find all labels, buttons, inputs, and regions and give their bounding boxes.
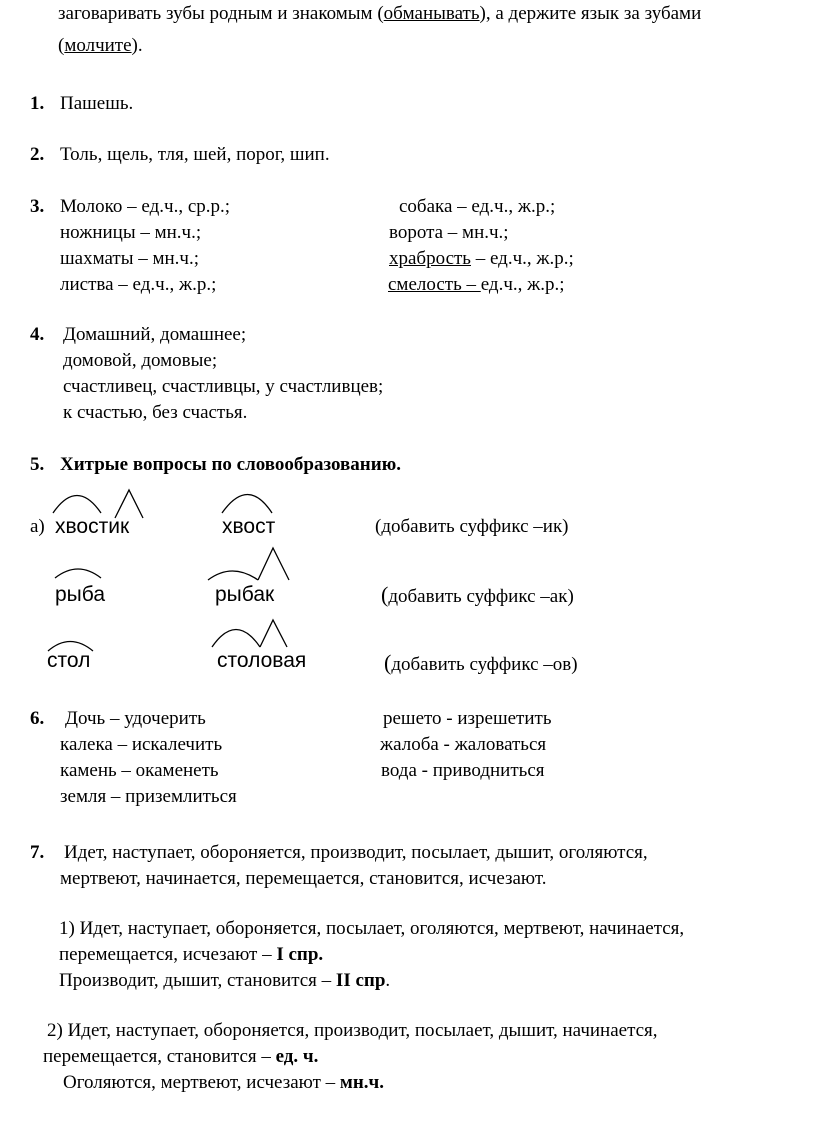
suffix-caret-mark: [258, 548, 289, 580]
item-3-right-1: ворота – мн.ч.;: [389, 222, 509, 243]
item-4-line-0: Домашний, домашнее;: [63, 324, 247, 345]
item-5-title: Хитрые вопросы по словообразованию.: [60, 454, 401, 475]
intro-text: ), а держите язык за зубами: [479, 3, 702, 24]
intro-text: (: [58, 35, 65, 56]
item-6-right-2: вода - приводниться: [381, 760, 545, 781]
root-arc-mark: [48, 642, 93, 652]
item-1-text: Пашешь.: [60, 93, 134, 114]
wf-row-1-word: хвостик: [55, 515, 130, 538]
item-6-left-3: земля – приземлиться: [60, 786, 237, 807]
item-3-right-3: смелость – ед.ч., ж.р.;: [388, 274, 565, 295]
root-arc-mark: [212, 630, 260, 648]
item-4-line-2: счастливец, счастливцы, у счастливцев;: [63, 376, 384, 397]
wf-row-1-derived: хвост: [222, 515, 276, 538]
item-3-right-2: храбрость – ед.ч., ж.р.;: [389, 248, 574, 269]
item-5-number: 5.: [30, 454, 45, 475]
wf-row-2-derived: рыбак: [215, 583, 275, 606]
item-3-left-2: шахматы – мн.ч.;: [60, 248, 199, 269]
item-2-number: 2.: [30, 144, 45, 165]
suffix-caret-mark: [115, 490, 143, 518]
intro-text: заговаривать зубы родным и знакомым (: [58, 3, 384, 24]
item-6-right-1: жалоба - жаловаться: [380, 734, 547, 755]
root-arc-mark: [208, 571, 258, 580]
root-arc-mark: [55, 569, 101, 578]
wf-row-1-prefix: а): [30, 516, 45, 537]
item-7-line-1: Идет, наступает, обороняется, производит, посылает, дышит, оголяются,: [64, 842, 648, 863]
item-6-left-2: камень – окаменеть: [60, 760, 219, 781]
item-7-part-1-line-1: 1) Идет, наступает, обороняется, посылает, оголяются, мертвеют, начинается,: [59, 918, 685, 939]
item-4-number: 4.: [30, 324, 45, 345]
intro-underlined-word: обманывать: [383, 3, 480, 24]
intro-text: ).: [131, 35, 143, 56]
wf-row-1-note: (добавить суффикс –ик): [375, 516, 569, 537]
item-7-part-2-line-1: 2) Идет, наступает, обороняется, производит, посылает, дышит, начинается,: [47, 1020, 658, 1041]
item-7-part-2-line-2: перемещается, становится – ед. ч.: [43, 1046, 319, 1067]
item-7-number: 7.: [30, 842, 45, 863]
item-3-left-3: листва – ед.ч., ж.р.;: [60, 274, 217, 295]
item-3-right-0: собака – ед.ч., ж.р.;: [399, 196, 556, 217]
item-6-right-0: решето - изрешетить: [383, 708, 552, 729]
item-6-left-1: калека – искалечить: [60, 734, 223, 755]
item-7-line-2: мертвеют, начинается, перемещается, становится, исчезают.: [60, 868, 547, 889]
wf-row-3-note: (добавить суффикс –ов): [384, 650, 578, 675]
item-1-number: 1.: [30, 93, 45, 114]
item-7-part-1-line-2: перемещается, исчезают – I спр.: [59, 944, 324, 965]
wf-row-2-word: рыба: [55, 583, 105, 606]
item-4-line-3: к счастью, без счастья.: [63, 402, 248, 423]
item-2-text: Толь, щель, тля, шей, порог, шип.: [60, 144, 330, 165]
item-4-line-1: домовой, домовые;: [63, 350, 218, 371]
wf-row-3-derived: столовая: [217, 649, 307, 672]
root-arc-mark: [222, 495, 272, 514]
item-6-left-0: Дочь – удочерить: [65, 708, 206, 729]
item-7-part-2-line-3: Оголяются, мертвеют, исчезают – мн.ч.: [63, 1072, 385, 1093]
item-6-number: 6.: [30, 708, 45, 729]
item-3-left-0: Молоко – ед.ч., ср.р.;: [60, 196, 231, 217]
item-3-number: 3.: [30, 196, 45, 217]
item-3-left-1: ножницы – мн.ч.;: [60, 222, 202, 243]
root-arc-mark: [53, 496, 101, 514]
wf-row-2-note: (добавить суффикс –ак): [381, 582, 574, 607]
item-7-part-1-line-3: Производит, дышит, становится – II спр.: [59, 970, 391, 991]
suffix-caret-mark: [260, 620, 287, 647]
wf-row-3-word: стол: [47, 649, 91, 672]
intro-underlined-word: молчите: [64, 35, 132, 56]
